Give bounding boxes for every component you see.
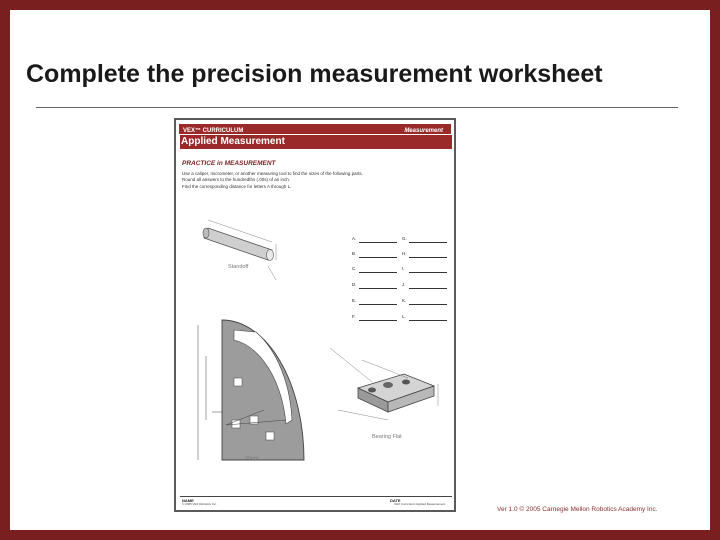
slide — [10, 10, 710, 530]
answer-label-b: B. — [352, 251, 357, 256]
answer-line — [409, 304, 447, 305]
answer-line — [359, 288, 397, 289]
slide-footer: Ver 1.0 © 2005 Carnegie Mellon Robotics Academy Inc. — [497, 506, 658, 513]
answer-line — [359, 257, 397, 258]
worksheet-practice-heading: PRACTICE in MEASUREMENT — [182, 160, 276, 167]
worksheet-copyright: © 2005 VEX Robotics Inc. — [182, 502, 217, 506]
bearing-flat-drawing — [330, 348, 438, 420]
pivot-drawing — [198, 320, 304, 460]
answer-label-d: D. — [352, 282, 357, 287]
worksheet-date-label: DATE — [390, 498, 401, 503]
answer-line — [359, 304, 397, 305]
worksheet-reference: VEX Curriculum Applied Measurement — [394, 502, 446, 506]
standoff-drawing — [203, 220, 276, 280]
answer-label-a: A. — [352, 236, 357, 241]
answer-line — [409, 320, 447, 321]
worksheet-footer — [180, 496, 452, 507]
title-divider — [36, 107, 678, 108]
instruction-line: Find the corresponding distance for letters A through L. — [182, 183, 292, 189]
worksheet-section-label: Measurement — [404, 128, 443, 134]
worksheet-drawings — [176, 120, 454, 510]
answer-line — [409, 242, 447, 243]
answer-line — [359, 320, 397, 321]
answer-line — [359, 242, 397, 243]
answer-line — [409, 257, 447, 258]
answer-label-k: K. — [402, 298, 407, 303]
answer-label-j: J. — [402, 282, 406, 287]
answer-label-g: G. — [402, 236, 407, 241]
bearing-flat-caption: Bearing Flat — [372, 434, 402, 440]
worksheet-image — [174, 118, 456, 512]
answer-line — [409, 272, 447, 273]
instruction-line: Use a caliper, micrometer, or another measuring tool to find the sizes of the following parts. — [182, 171, 363, 176]
answer-label-f: F. — [352, 314, 356, 319]
answer-label-e: E. — [352, 298, 357, 303]
answer-label-h: H. — [402, 251, 407, 256]
answer-line — [409, 288, 447, 289]
worksheet-title: Applied Measurement — [180, 135, 452, 149]
pivot-caption: Pivot — [246, 456, 259, 462]
standoff-caption: Standoff — [228, 264, 249, 270]
answer-label-i: I. — [402, 266, 405, 271]
slide-title: Complete the precision measurement worksheet — [26, 60, 603, 88]
answer-label-c: C. — [352, 266, 357, 271]
instruction-line: Round all answers to the hundredths (.00s) of an inch. — [182, 177, 291, 183]
worksheet-curriculum-label: VEX™ CURRICULUM — [183, 128, 244, 134]
answer-label-l: L. — [402, 314, 406, 319]
worksheet-name-label: NAME — [182, 498, 194, 503]
answer-line — [359, 272, 397, 273]
